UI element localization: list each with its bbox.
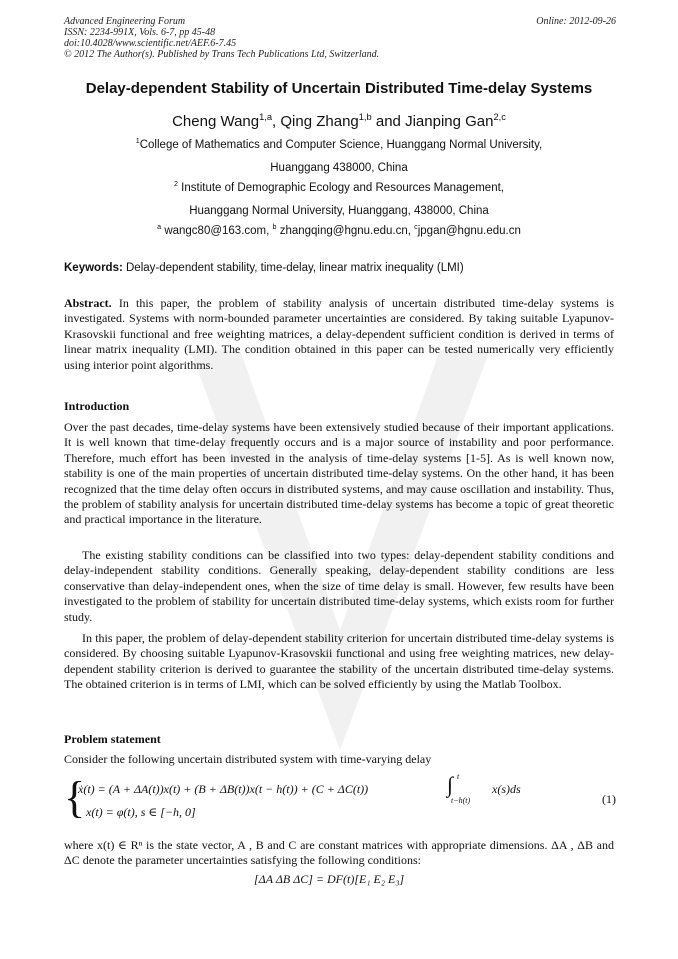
section-heading-introduction: Introduction <box>64 399 130 413</box>
intro-paragraph-1: Over the past decades, time-delay systems have been extensively studied because of their important applications. It is well known that time-delay frequently occurs and is a major source of instability and poor performance. Therefore, much effort has been invested in the analysis of time-delay systems [1-5]. As is well known now, stability is one of the main properties of uncertain distributed time-delay systems. On the other hand, it has been recognized that the time delay often occurs in distributed systems, and may cause oscillation and instability. Thus, the problem of stability analysis for uncertain distributed time-delay systems has become a topic of great theoretic and practical importance in the literature. <box>64 420 614 527</box>
author-sup: 1,b <box>358 112 372 122</box>
affiliation-2 <box>40 182 638 194</box>
online-date: Online: 2012-09-26 <box>536 16 616 27</box>
equation-number: (1) <box>602 792 616 806</box>
author-name: Cheng Wang <box>172 113 260 130</box>
email-link[interactable]: zhangqing@hgnu.edu.cn, <box>279 225 411 237</box>
author-list: Cheng Wang$^{1,a}$, Qing Zhang$^{1,b}$ and Jianping Gan$^{2,c}$ <box>172 112 506 130</box>
equation-line-1: ẋ(t) = (A + ΔA(t))x(t) + (B + ΔB(t))x(t − h(t)) + (C + ΔC(t)) <box>78 782 369 796</box>
section-heading-problem: Problem statement <box>64 732 161 746</box>
abstract-label: Abstract. <box>64 296 112 310</box>
copyright-line: © 2012 The Author(s). Published by Trans Tech Publications Ltd, Switzerland. <box>64 49 380 60</box>
author-sup: 1,a <box>259 112 273 122</box>
affiliation-text: College of Mathematics and Computer Science, Huanggang Normal University, <box>139 139 543 151</box>
equation-line-2: x(t) = φ(t), s ∈ [−h, 0] <box>86 805 196 819</box>
email-sup: a <box>157 223 162 232</box>
doi-line: doi:10.4028/www.scientific.net/AEF.6-7.45 <box>64 38 237 49</box>
paper-title: Delay-dependent Stability of Uncertain Distributed Time-delay Systems <box>85 80 593 97</box>
intro-paragraph-3: In this paper, the problem of delay-dependent stability criterion for uncertain distributed time-delay systems is considered. By choosing suitable Lyapunov-Krasovskii functional and using free weighting matrices, new delay-dependent stability criterion is derived to guarantee the stability of the uncertain distributed time-delay systems. The obtained criterion is in terms of LMI, which can be solved efficiently by using the Matlab Toolbox. <box>64 631 614 692</box>
integrand: x(s)ds <box>492 782 521 796</box>
abstract-text: In this paper, the problem of stability analysis of uncertain distributed time-delay systems is investigated. Systems with norm-bounded parameter uncertainties are considered. By taking suitable Lyapunov-Krasovskii functional and free weighting matrices, a delay-dependent sufficient condition is derived in terms of linear matrix inequality (LMI). The condition obtained in this paper can be tested numerically very efficiently using interior point algorithms. <box>64 296 614 372</box>
email-line <box>40 225 638 237</box>
author-conjunction: and <box>375 113 401 130</box>
keywords <box>64 262 624 274</box>
equation-2: [ΔA ΔB ΔC] = DF(t)[E₁ E₂ E₃] <box>254 872 405 886</box>
email-link[interactable]: wangc80@163.com, <box>164 225 270 237</box>
problem-intro: Consider the following uncertain distributed system with time-varying delay <box>64 752 432 766</box>
affiliation-sup: 2 <box>174 180 178 189</box>
email-sup: b <box>272 223 277 232</box>
keywords-text: Delay-dependent stability, time-delay, linear matrix inequality (LMI) <box>126 262 464 274</box>
author-name: Jianping Gan <box>405 113 494 130</box>
integral-upper-limit: t <box>457 772 460 781</box>
integral-lower-limit: t−h(t) <box>451 796 471 805</box>
journal-name: Advanced Engineering Forum <box>64 16 186 27</box>
affiliation-1-city: Huanggang 438000, China <box>270 162 408 174</box>
abstract <box>64 296 614 373</box>
affiliation-sup: 1 <box>135 137 140 146</box>
where-paragraph: where x(t) ∈ Rⁿ is the state vector, A , B and C are constant matrices with appropriate dimensions. ΔA , ΔB and ΔC denote the parameter uncertainties satisfying the following conditions: <box>64 838 614 868</box>
keywords-label: Keywords: <box>64 262 123 274</box>
affiliation-text: Institute of Demographic Ecology and Resources Management, <box>181 182 504 194</box>
equation-1 <box>64 772 616 828</box>
intro-paragraph-2: The existing stability conditions can be classified into two types: delay-dependent stability conditions and delay-independent stability conditions. Generally speaking, delay-dependent stability conditions are less conservative than delay-independent ones, when the size of time delay is small. However, few results have been investigated to the problem of stability for uncertain distributed time-delay systems, which exists room for further study. <box>64 548 614 624</box>
affiliation-1 <box>40 139 638 151</box>
author-name: Qing Zhang <box>280 113 359 130</box>
equation-brace: { <box>64 773 86 822</box>
integral-sign: ∫ <box>447 772 454 797</box>
author-sup: 2,c <box>493 112 506 122</box>
affiliation-2-city: Huanggang Normal University, Huanggang, 438000, China <box>189 205 489 217</box>
issn-line: ISSN: 2234-991X, Vols. 6-7, pp 45-48 <box>64 27 216 38</box>
email-sup: c <box>414 223 418 232</box>
email-link[interactable]: jpgan@hgnu.edu.cn <box>417 225 521 237</box>
